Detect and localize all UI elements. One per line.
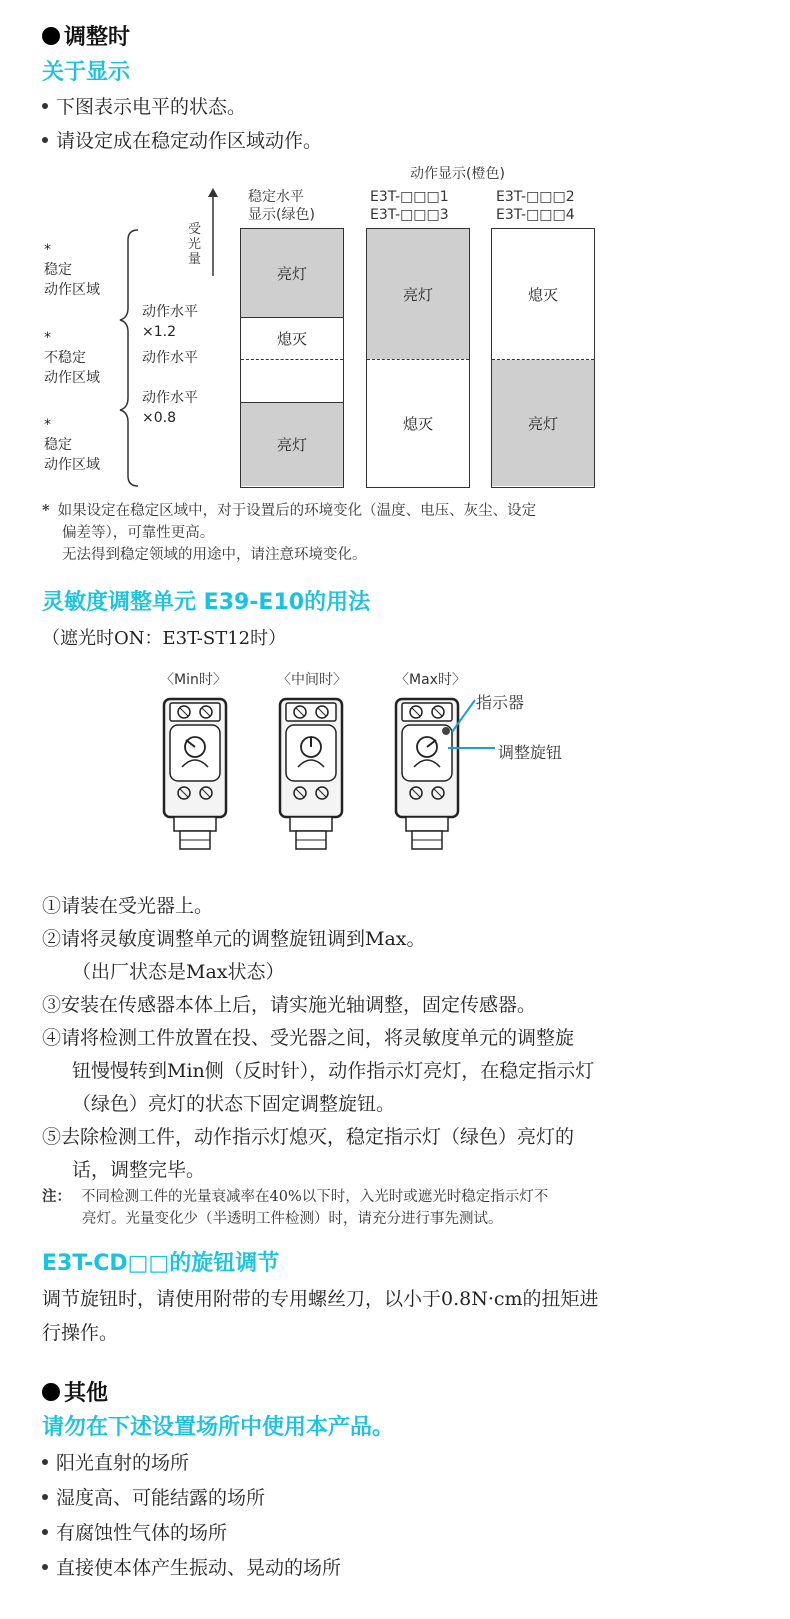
col1-heading: 稳定水平 显示(绿色) xyxy=(248,189,315,223)
cell-on: 亮灯 xyxy=(241,229,343,317)
bullet-dot-icon xyxy=(42,1383,60,1401)
bullet-icon xyxy=(42,1459,48,1465)
label-stable-region-top: * 稳定 动作区域 xyxy=(44,242,100,298)
col3-heading: E3T-□□□2 E3T-□□□4 xyxy=(496,189,575,223)
column-e3t-1-3 xyxy=(366,228,470,488)
label-max: 〈Max时〉 xyxy=(395,672,466,688)
label-stable-region-bottom: * 稳定 动作区域 xyxy=(44,417,100,473)
step-item: ②请将灵敏度调整单元的调整旋钮调到Max。 xyxy=(42,928,426,950)
bullet-item: 湿度高、可能结露的场所 xyxy=(42,1481,341,1516)
footnote: * 如果设定在稳定区域中，对于设置后的环境变化（温度、电压、灰尘、设定 偏差等），可靠性更高。 无法得到稳定领域的用途中，请注意环境变化。 xyxy=(42,502,537,563)
label-middle: 〈中间时〉 xyxy=(277,672,347,688)
step-item: 话，调整完毕。 xyxy=(72,1159,206,1181)
cell-off: 熄灭 xyxy=(241,317,343,359)
section-title-adjustment: 调整时 xyxy=(42,20,130,51)
cell-on: 亮灯 xyxy=(492,360,594,486)
step-item: ⑤去除检测工件，动作指示灯熄灭，稳定指示灯（绿色）亮灯的 xyxy=(42,1126,575,1148)
step-item: （出厂状态是Max状态） xyxy=(72,961,285,983)
step-item: ④请将检测工件放置在投、受光器之间，将灵敏度单元的调整旋 xyxy=(42,1027,575,1049)
caution-note: 注： 不同检测工件的光量衰减率在40%以下时，入光时或遮光时稳定指示灯不 亮灯。光量变化少（半透明工件检测）时，请充分进行事先测试。 xyxy=(42,1189,549,1227)
bullet-icon xyxy=(42,1494,48,1500)
sensor-illustrations xyxy=(160,695,460,870)
step-item: 钮慢慢转到Min侧（反时针），动作指示灯亮灯，在稳定指示灯 xyxy=(72,1060,595,1082)
label-level: 动作水平 xyxy=(142,350,198,366)
label-min: 〈Min时〉 xyxy=(160,672,227,688)
col2-heading: E3T-□□□1 E3T-□□□3 xyxy=(370,189,449,223)
bullet-item: 请设定成在稳定动作区域动作。 xyxy=(42,126,322,153)
axis-label: 受光量 xyxy=(188,222,202,267)
steps-list xyxy=(42,890,594,1187)
label-indicator: 指示器 xyxy=(476,693,525,712)
label-level-x1-2: 动作水平 ×1.2 xyxy=(142,304,198,340)
cell-on: 亮灯 xyxy=(241,402,343,486)
subsection-title-display: 关于显示 xyxy=(42,60,131,85)
step-item: （绿色）亮灯的状态下固定调整旋钮。 xyxy=(72,1093,396,1115)
bullet-icon xyxy=(42,137,48,143)
cell-off: 熄灭 xyxy=(402,414,433,433)
bullet-icon xyxy=(42,103,48,109)
cell-on: 亮灯 xyxy=(367,229,469,359)
bullet-item: 下图表示电平的状态。 xyxy=(42,92,246,119)
bullet-icon xyxy=(42,1529,48,1535)
bullet-item: 直接使本体产生振动、晃动的场所 xyxy=(42,1551,341,1586)
knob-adjust-text: 调节旋钮时，请使用附带的专用螺丝刀，以小于0.8N·cm的扭矩进 行操作。 xyxy=(42,1288,599,1344)
step-item: ③安装在传感器本体上后，请实施光轴调整，固定传感器。 xyxy=(42,994,537,1016)
bullet-icon xyxy=(42,1564,48,1570)
label-adjust-knob: 调整旋钮 xyxy=(498,743,563,762)
bullet-dot-icon xyxy=(42,27,60,45)
action-display-heading: 动作显示(橙色) xyxy=(410,166,505,182)
cell-off: 熄灭 xyxy=(527,285,558,304)
bullet-item: 阳光直射的场所 xyxy=(42,1446,341,1481)
label-level-x0-8: 动作水平 ×0.8 xyxy=(142,390,198,426)
condition-note: （遮光时ON：E3T-ST12时） xyxy=(42,628,287,649)
column-stable-indicator xyxy=(240,228,344,488)
step-item: ①请装在受光器上。 xyxy=(42,895,214,917)
sensor-min xyxy=(164,699,226,849)
region-braces xyxy=(118,228,142,488)
sensor-middle xyxy=(280,699,342,849)
dashed-line xyxy=(241,359,343,360)
bullet-item: 有腐蚀性气体的场所 xyxy=(42,1516,341,1551)
axis-arrow-icon xyxy=(206,188,220,278)
subsection-title-sensitivity: 灵敏度调整单元 E39-E10的用法 xyxy=(42,590,371,615)
subsection-title-knob-adjust: E3T-CD□□的旋钮调节 xyxy=(42,1251,280,1276)
section-title-other: 其他 xyxy=(42,1376,108,1407)
installation-bullets xyxy=(42,1446,341,1586)
column-e3t-2-4 xyxy=(491,228,595,488)
subsection-title-installation: 请勿在下述设置场所中使用本产品。 xyxy=(42,1415,395,1440)
label-unstable-region: * 不稳定 动作区域 xyxy=(44,330,100,386)
